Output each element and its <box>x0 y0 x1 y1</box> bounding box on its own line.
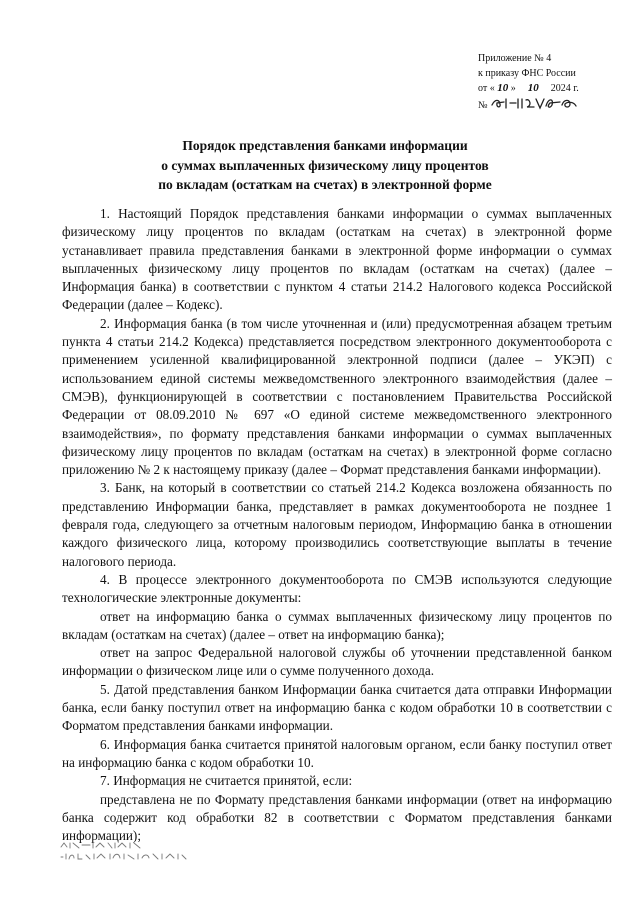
document-title <box>80 136 570 195</box>
handwritten-month: 10 <box>527 82 539 94</box>
date-prefix: от « <box>478 83 495 94</box>
date-year: 2024 г. <box>550 83 579 94</box>
order-date <box>478 81 628 96</box>
title-line-2: о суммах выплаченных физическому лицу процентов <box>161 157 489 173</box>
paragraph-3: 3. Банк, на который в соответствии со статьей 214.2 Кодекса возложена обязанность по представлению Информации банка, представляет в рамках документооборота не позднее 1 февраля года, следующего за отчетным налоговым периодом, Информацию банка в отношении каждого физического лица, которому производились соответствующие выплаты в течение налогового периода. <box>62 480 612 569</box>
order-reference: к приказу ФНС России <box>478 68 576 79</box>
paragraph-7-item-1: представлена не по Формату представления банками информации (ответ на информацию банка содержит код обработки 82 в соответствии с Форматом представления банками информации); <box>62 791 612 844</box>
document-body <box>62 205 612 845</box>
paragraph-2: 2. Информация банка (в том числе уточненная и (или) предусмотренная абзацем третьим пункта 4 статьи 214.2 Кодекса) представляется посредством электронного документооборота с применением усиленной квалифицированной электронной подписи (далее – УКЭП) с использованием единой системы межведомственного электронного взаимодействия (далее – СМЭВ), функционирующей в соответствии с постановлением Правительства Российской Федерации от 08.09.2010 № 697 «О единой системе межведомственного электронного взаимодействия», по формату представления банками информации о суммах выплаченных физическому лицу процентов по вкладам (остаткам на счетах) в электронной форме согласно приложению № 2 к настоящему приказу (далее – Формат представления банками информации). <box>62 315 612 478</box>
appendix-number: Приложение № 4 <box>478 53 552 64</box>
paragraph-7: 7. Информация не считается принятой, если: <box>100 773 353 789</box>
handwritten-order-number <box>490 96 580 115</box>
handwritten-day: 10 <box>497 82 509 94</box>
paragraph-4-item-2: ответ на запрос Федеральной налоговой службы об уточнении представленной банком информации о физическом лице или о сумме полученного дохода. <box>62 645 612 679</box>
date-mid: » <box>510 83 516 94</box>
paragraph-4-item-1: ответ на информацию банка о суммах выплаченных физическому лицу процентов по вкладам (остаткам на счетах) (далее – ответ на информацию банка); <box>62 608 612 642</box>
document-footer <box>60 839 260 861</box>
paragraph-1: 1. Настоящий Порядок представления банками информации о суммах выплаченных физическому лицу процентов по вкладам (остаткам на счетах) в электронной форме устанавливает правила представления банками в электронной форме информации о суммах выплаченных физическому лицу процентов по вкладам (остаткам на счетах) (далее – Информация банка) в соответствии с пунктом 4 статьи 214.2 Налогового кодекса Российской Федерации (далее – Кодекс). <box>62 206 612 313</box>
title-line-1: Порядок представления банками информации <box>182 138 468 153</box>
paragraph-4: 4. В процессе электронного документооборота по СМЭВ используются следующие технологические электронные документы: <box>62 571 612 606</box>
paragraph-5: 5. Датой представления банком Информации банка считается дата отправки Информации банка, если банку поступил ответ на информацию банка с кодом обработки 10 в соответствии с Форматом представления банками информации. <box>62 681 612 734</box>
order-number <box>478 96 628 115</box>
footer-registry-mark <box>60 852 190 861</box>
appendix-stamp <box>478 51 628 115</box>
title-line-3: по вкладам (остаткам на счетах) в электронной форме <box>158 177 492 192</box>
number-prefix: № <box>478 99 488 111</box>
footer-timestamp-mark <box>60 841 150 850</box>
paragraph-6: 6. Информация банка считается принятой налоговым органом, если банку поступил ответ на информацию банка с кодом обработки 10. <box>62 736 612 770</box>
